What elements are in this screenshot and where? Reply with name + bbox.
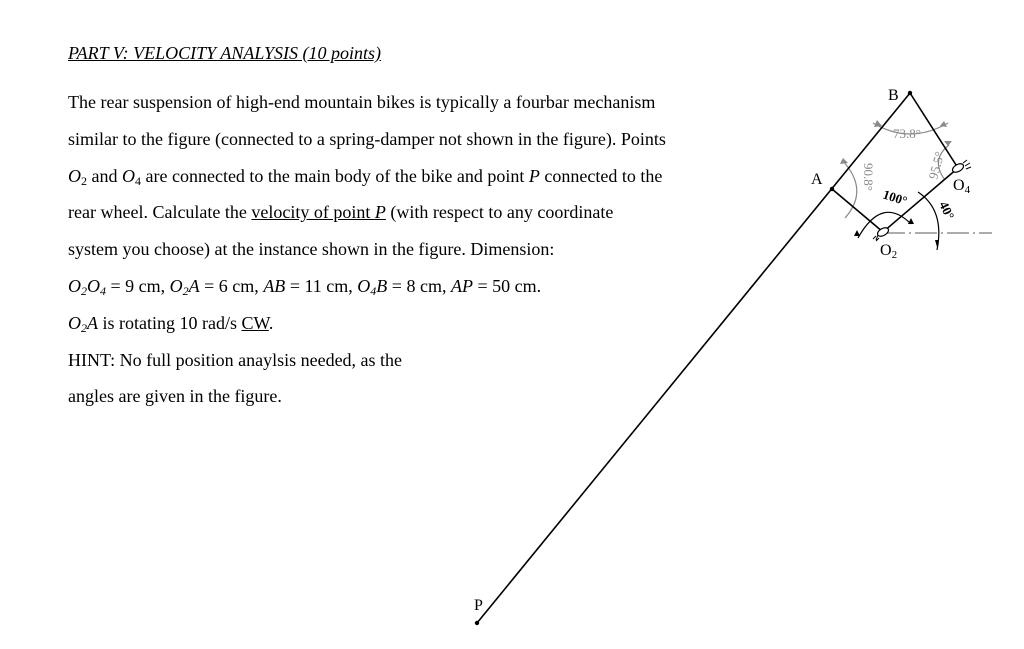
angle-label-a: 90.8° xyxy=(861,163,876,191)
hint-line-2: angles are given in the figure. xyxy=(68,386,282,407)
links xyxy=(477,93,958,623)
text: and xyxy=(87,165,122,186)
symbol-o2a: $O_2A$ xyxy=(68,312,98,335)
text: velocity of point xyxy=(251,202,375,223)
section-title: PART V: VELOCITY ANALYSIS (10 points) xyxy=(68,43,382,63)
angle-label-b: 73.8° xyxy=(893,126,921,141)
text: is rotating 10 rad/s xyxy=(98,312,242,333)
ground-hatch-o2-icon xyxy=(873,235,879,241)
angle-label-ground: 40° xyxy=(936,198,958,222)
rotation-direction: CW xyxy=(241,312,269,333)
subscript: 4 xyxy=(135,173,141,188)
text: O xyxy=(880,242,892,259)
symbol-o2o4: $O_2O_4$ xyxy=(68,275,106,298)
ground-pivot-o4-icon xyxy=(951,162,965,174)
ground-hatch-o4-icon xyxy=(963,160,971,169)
pins xyxy=(472,91,971,625)
symbol-p: P xyxy=(528,165,540,186)
symbol-o4: O xyxy=(122,165,135,186)
symbol-o4b: $O_4B$ xyxy=(357,275,388,298)
angle-label-o4: 95.5° xyxy=(925,149,948,181)
arc-a xyxy=(842,160,857,218)
problem-line-1: The rear suspension of high-end mountain bikes is typically a fourbar mechanism xyxy=(68,92,656,112)
angle-labels xyxy=(861,126,958,222)
subscript: 2 xyxy=(891,249,898,261)
crank-link-o2a xyxy=(832,189,883,232)
symbol-o2: O xyxy=(68,165,81,186)
hint-line-1: HINT: No full position anaylsis needed, as the xyxy=(68,349,403,370)
text: are connected to the main body of the bike and point xyxy=(141,165,529,186)
problem-line-5: system you choose) at the instance shown in the figure. Dimension: xyxy=(68,239,555,260)
subscript: 2 xyxy=(81,173,87,188)
label-o2 xyxy=(880,242,897,261)
label-p: P xyxy=(474,597,483,614)
symbol-o2a: $O_2A$ xyxy=(169,275,200,298)
symbol-p: P xyxy=(374,202,386,223)
symbol-ab: AB xyxy=(263,275,286,296)
dim-ab: = 11 cm, xyxy=(285,275,358,296)
subscript: 4 xyxy=(964,184,971,196)
label-a: A xyxy=(811,171,823,188)
pin-b xyxy=(908,91,912,95)
symbol-ap: AP xyxy=(450,275,473,296)
dim-o4b: = 8 cm, xyxy=(387,275,451,296)
text: . xyxy=(268,312,274,333)
label-b: B xyxy=(888,87,899,104)
dim-ap: = 50 cm. xyxy=(472,275,542,296)
pin-a xyxy=(830,187,834,191)
dim-o2o4: = 9 cm, xyxy=(106,275,170,296)
dim-o2a: = 6 cm, xyxy=(199,275,264,296)
text: rear wheel. Calculate the xyxy=(68,202,252,223)
coupler-link-pab xyxy=(477,93,910,623)
pin-p xyxy=(475,621,479,625)
angle-label-o2: 100° xyxy=(881,186,910,209)
problem-line-2: similar to the figure (connected to a spring-damper not shown in the figure). Points xyxy=(68,128,666,149)
label-o4 xyxy=(953,177,971,196)
text: connected to the xyxy=(539,165,663,186)
text: (with respect to any coordinate xyxy=(385,202,614,223)
text: O xyxy=(953,177,965,194)
